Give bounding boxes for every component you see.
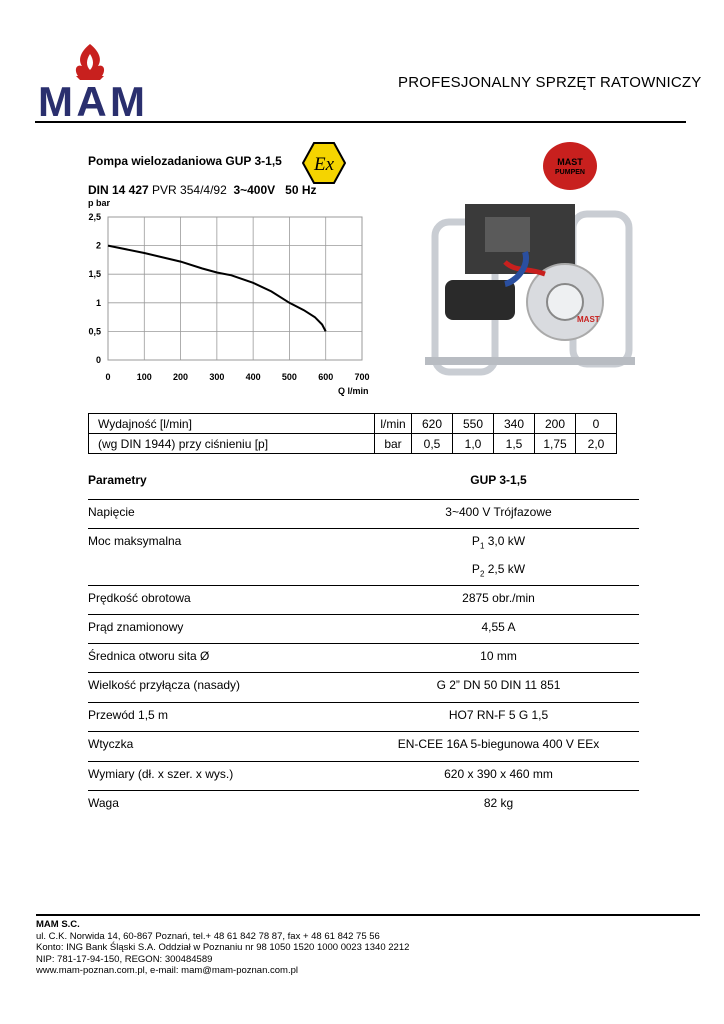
param-label: Wtyczka: [88, 737, 134, 751]
perf-cell: 0: [576, 414, 617, 434]
param-row: [88, 791, 639, 819]
chart-grid: [108, 217, 362, 360]
svg-text:PUMPEN: PUMPEN: [555, 169, 585, 176]
perf-cell: 340: [494, 414, 535, 434]
chart-x-tick-label: 700: [354, 372, 370, 382]
param-value: 3~400 V Trójfazowe: [445, 505, 552, 519]
param-value: G 2” DN 50 DIN 11 851: [436, 678, 561, 692]
svg-text:Ex: Ex: [313, 154, 335, 175]
footer-divider: [36, 914, 700, 916]
param-value: 620 x 390 x 460 mm: [444, 767, 553, 781]
perf-row1-unit: l/min: [375, 414, 412, 434]
chart-x-tick-label: 100: [136, 372, 152, 382]
table-row: [89, 434, 617, 454]
params-header-label: Parametry: [88, 473, 147, 487]
chart-x-tick-label: 0: [105, 372, 111, 382]
mam-logo: [36, 40, 144, 120]
chart-y-tick-label: 2: [95, 240, 101, 251]
svg-text:MAM: MAM: [38, 78, 142, 120]
chart-y-tick-label: 1: [95, 297, 101, 308]
param-label: Napięcie: [88, 505, 135, 519]
param-value: 2875 obr./min: [462, 591, 535, 605]
param-label: Wielkość przyłącza (nasady): [88, 678, 241, 692]
param-row: [88, 615, 639, 644]
param-label: Średnica otworu sita Ø: [88, 649, 210, 663]
chart-x-tick-label: 300: [209, 372, 225, 382]
param-row: [88, 586, 639, 615]
footer-company: MAM S.C.: [36, 919, 80, 930]
chart-x-tick-label: 500: [281, 372, 297, 382]
spec-freq: 50 Hz: [285, 183, 317, 197]
perf-cell: 550: [453, 414, 494, 434]
spec-voltage: 3~400V: [233, 183, 276, 197]
flame-icon: [76, 44, 104, 76]
param-label: Moc maksymalna: [88, 534, 182, 548]
perf-cell: 1,75: [535, 434, 576, 454]
chart-y-tick-label: 0: [95, 355, 101, 365]
perf-row2-label: (wg DIN 1944) przy ciśnieniu [p]: [89, 434, 375, 454]
performance-table: [88, 413, 617, 454]
footer-ids: NIP: 781-17-94-150, REGON: 300484589: [36, 953, 213, 965]
perf-cell: 200: [535, 414, 576, 434]
chart-ticks: [88, 212, 369, 382]
product-title: Pompa wielozadaniowa GUP 3-1,5: [88, 154, 282, 168]
perf-cell: 1,5: [494, 434, 535, 454]
svg-text:MAST: MAST: [557, 157, 583, 167]
param-value: 82 kg: [483, 796, 514, 810]
chart-ylabel: p bar: [88, 198, 111, 208]
pump-curve-chart: [84, 195, 380, 400]
perf-cell: 2,0: [576, 434, 617, 454]
param-value-p2: $P_2$ 2,5 kW: [471, 562, 526, 579]
param-row: [88, 732, 639, 762]
param-row: [88, 703, 639, 732]
params-header-value: GUP 3-1,5: [470, 473, 527, 487]
perf-cell: 620: [412, 414, 453, 434]
param-label: Przewód 1,5 m: [88, 708, 169, 722]
param-label: Waga: [88, 796, 119, 810]
param-label: Wymiary (dł. x szer. x wys.): [88, 767, 234, 781]
chart-y-tick-label: 2,5: [88, 212, 101, 222]
chart-y-tick-label: 1,5: [88, 269, 101, 280]
param-value: 10 mm: [480, 649, 517, 663]
param-value: EN-CEE 16A 5-biegunowa 400 V EEx: [397, 737, 600, 751]
param-row: [88, 644, 639, 673]
param-value: HO7 RN-F 5 G 1,5: [448, 708, 549, 722]
ex-badge-icon: [302, 142, 346, 184]
param-label: Prąd znamionowy: [88, 620, 184, 634]
params-header: [88, 468, 639, 500]
param-label: Prędkość obrotowa: [88, 591, 191, 605]
table-row: [89, 414, 617, 434]
footer: [36, 919, 409, 977]
param-row: [88, 500, 639, 529]
svg-text:MAST: MAST: [577, 315, 600, 324]
header-title: PROFESJONALNY SPRZĘT RATOWNICZY: [398, 74, 702, 91]
chart-x-tick-label: 200: [173, 372, 189, 382]
header-divider: [35, 121, 686, 123]
param-value: 4,55 A: [481, 620, 516, 634]
chart-xlabel: Q l/min: [338, 386, 369, 396]
chart-frame: [108, 217, 362, 360]
parameters-list: [88, 468, 639, 819]
footer-web: www.mam-poznan.com.pl, e-mail: mam@mam-poznan.com.pl: [36, 965, 298, 977]
perf-row1-label: Wydajność [l/min]: [89, 414, 375, 434]
perf-row2-unit: bar: [375, 434, 412, 454]
chart-y-tick-label: 0,5: [88, 326, 101, 337]
param-row: [88, 762, 639, 791]
pump-photo: [405, 192, 645, 382]
chart-x-tick-label: 600: [318, 372, 334, 382]
spec-din: DIN 14 427: [88, 183, 149, 197]
footer-address: ul. C.K. Norwida 14, 60-867 Poznań, tel.+ 48 61 842 78 87, fax + 48 61 842 75 56: [36, 930, 380, 942]
param-value-p1: $P_1$ 3,0 kW: [471, 534, 526, 551]
mast-pumpen-logo: [542, 141, 598, 191]
param-row: [88, 673, 639, 703]
perf-cell: 0,5: [412, 434, 453, 454]
param-row: [88, 529, 639, 586]
footer-bank: Konto: ING Bank Śląski S.A. Oddział w Poznaniu nr 98 1050 1520 1000 0023 1340 2212: [36, 942, 410, 954]
spec-pvr: PVR 354/4/92: [152, 183, 227, 197]
perf-cell: 1,0: [453, 434, 494, 454]
chart-x-tick-label: 400: [245, 372, 261, 382]
